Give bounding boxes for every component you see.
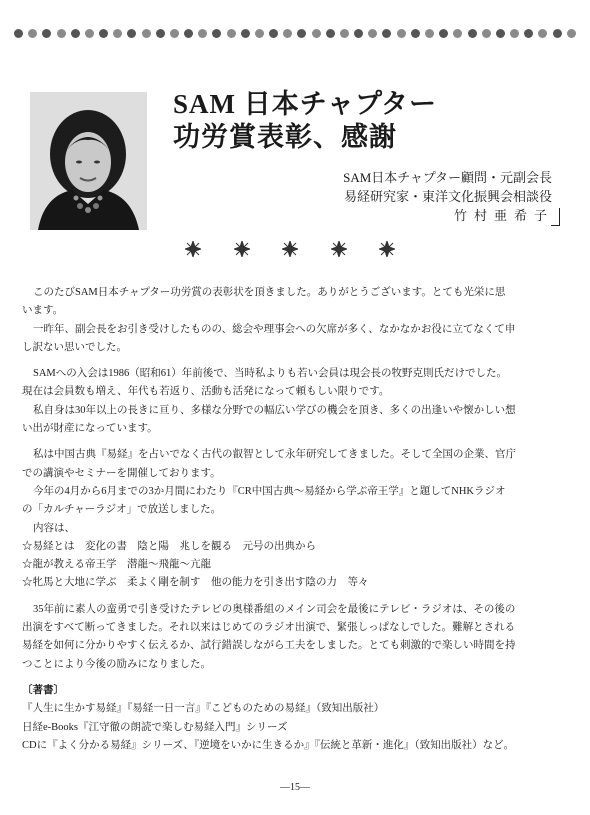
border-dot bbox=[71, 29, 80, 38]
article-body bbox=[22, 284, 570, 755]
border-dot bbox=[340, 29, 349, 38]
list-item: ☆牝馬と大地に学ぶ 柔よく剛を制す 他の能力を引き出す陰の力 等々 bbox=[22, 577, 369, 589]
border-dot bbox=[326, 29, 335, 38]
border-dot bbox=[113, 29, 122, 38]
paragraph-line: います。 bbox=[22, 305, 64, 317]
border-dot bbox=[425, 29, 434, 38]
border-dot bbox=[538, 29, 547, 38]
title-line-2: 功労賞表彰、感謝 bbox=[173, 122, 397, 152]
border-dot bbox=[439, 29, 448, 38]
ornament-divider bbox=[185, 241, 395, 257]
border-dot bbox=[397, 29, 406, 38]
works-line: 『人生に生かす易経』『易経一日一言』『こどものための易経』（致知出版社） bbox=[22, 703, 385, 715]
border-dot bbox=[312, 29, 321, 38]
border-dot bbox=[42, 29, 51, 38]
border-dot bbox=[14, 29, 23, 38]
border-dot bbox=[99, 29, 108, 38]
paragraph-line: 35年前に素人の蛮勇で引き受けたテレビの奥様番組のメイン司会を最後にテレビ・ラジオは、その後の bbox=[33, 603, 516, 615]
paragraph-line: 内容は、 bbox=[33, 522, 75, 534]
paragraph-line: 現在は会員数も増え、年代も若返り、活動も活発になって頼もしい限りです。 bbox=[22, 386, 390, 398]
author-role-2: 易経研究家・東洋文化振興会相談役 bbox=[343, 189, 552, 204]
ornament-icon bbox=[234, 241, 250, 257]
border-dot bbox=[283, 29, 292, 38]
ornament-icon bbox=[185, 241, 201, 257]
works-line: 日経e-Books『江守徹の朗読で楽しむ易経入門』シリーズ bbox=[22, 721, 288, 733]
title-line-1: SAM 日本チャプター bbox=[173, 89, 438, 119]
border-dot bbox=[142, 29, 151, 38]
author-portrait-photo bbox=[30, 92, 147, 230]
border-dot bbox=[85, 29, 94, 38]
border-dot bbox=[170, 29, 179, 38]
border-dot bbox=[482, 29, 491, 38]
border-dot bbox=[368, 29, 377, 38]
border-dot bbox=[57, 29, 66, 38]
paragraph-line: 私自身は30年以上の長きに亘り、多様な分野での幅広い学びの機会を頂き、多くの出逢いや懐かしい想 bbox=[33, 404, 516, 416]
border-dot bbox=[411, 29, 420, 38]
border-dot bbox=[127, 29, 136, 38]
border-dot bbox=[241, 29, 250, 38]
works-line: CDに『よく分かる易経』シリーズ、『逆境をいかに生きるか』『伝統と革新・進化』（致知出版社）など。 bbox=[22, 739, 515, 751]
border-dot bbox=[184, 29, 193, 38]
border-dot bbox=[297, 29, 306, 38]
border-dot bbox=[524, 29, 533, 38]
border-dot bbox=[382, 29, 391, 38]
border-dot bbox=[453, 29, 462, 38]
list-item: ☆龍が教える帝王学 潜龍～飛龍～亢龍 bbox=[22, 559, 211, 571]
author-block bbox=[343, 168, 552, 225]
border-dot bbox=[354, 29, 363, 38]
author-role-1: SAM日本チャプター顧問・元副会長 bbox=[343, 170, 552, 185]
paragraph-line: 出演をすべて断ってきました。それ以来はじめてのラジオ出演で、緊張しっぱなしでした。難解とされる bbox=[22, 622, 516, 634]
paragraph-line: 一昨年、副会長をお引き受けしたものの、総会や理事会への欠席が多く、なかなかお役に立てなくて申 bbox=[33, 323, 516, 335]
paragraph-line: 易経を如何に分かりやすく伝えるか、試行錯誤しながら工夫をしました。とても刺激的で楽しい時間を持 bbox=[22, 640, 516, 652]
decorative-dot-border bbox=[14, 29, 576, 38]
paragraph-line: 今年の4月から6月までの3か月間にわたり『CR中国古典～易経から学ぶ帝王学』と題してNHKラジオ bbox=[33, 485, 506, 497]
border-dot bbox=[227, 29, 236, 38]
paragraph-line: 私は中国古典『易経』を占いでなく古代の叡智として永年研究してきました。そして全国の企業、官庁 bbox=[33, 449, 516, 461]
author-name: 竹村亜希子 bbox=[453, 208, 554, 223]
paragraph-line: このたびSAM日本チャプター功労賞の表彰状を頂きました。ありがとうございます。とても光栄に思 bbox=[33, 287, 506, 298]
paragraph-line: での講演やセミナーを開催しております。 bbox=[22, 467, 221, 479]
border-dot bbox=[198, 29, 207, 38]
border-dot bbox=[468, 29, 477, 38]
border-dot bbox=[28, 29, 37, 38]
ornament-icon bbox=[331, 241, 347, 257]
ornament-icon bbox=[282, 241, 298, 257]
border-dot bbox=[553, 29, 562, 38]
article-title bbox=[173, 88, 437, 154]
page-number: ―15― bbox=[280, 782, 310, 793]
paragraph-line: つことにより今後の励みになりました。 bbox=[22, 658, 211, 670]
paragraph-line: の「カルチャーラジオ」で放送しました。 bbox=[22, 504, 222, 516]
border-dot bbox=[255, 29, 264, 38]
border-dot bbox=[567, 29, 576, 38]
border-dot bbox=[269, 29, 278, 38]
border-dot bbox=[496, 29, 505, 38]
name-bracket bbox=[551, 208, 560, 226]
paragraph-line: い出が財産になっています。 bbox=[22, 423, 158, 435]
list-item: ☆易経とは 変化の書 陰と陽 兆しを観る 元号の出典から bbox=[22, 540, 316, 552]
border-dot bbox=[156, 29, 165, 38]
paragraph-line: SAMへの入会は1986（昭和61）年前後で、当時私よりも若い会員は現会長の牧野克則氏だけでした。 bbox=[33, 368, 508, 380]
border-dot bbox=[212, 29, 221, 38]
works-heading: 〔著書〕 bbox=[22, 684, 64, 696]
border-dot bbox=[510, 29, 519, 38]
paragraph-line: し訳ない思いでした。 bbox=[22, 341, 127, 353]
ornament-icon bbox=[379, 241, 395, 257]
